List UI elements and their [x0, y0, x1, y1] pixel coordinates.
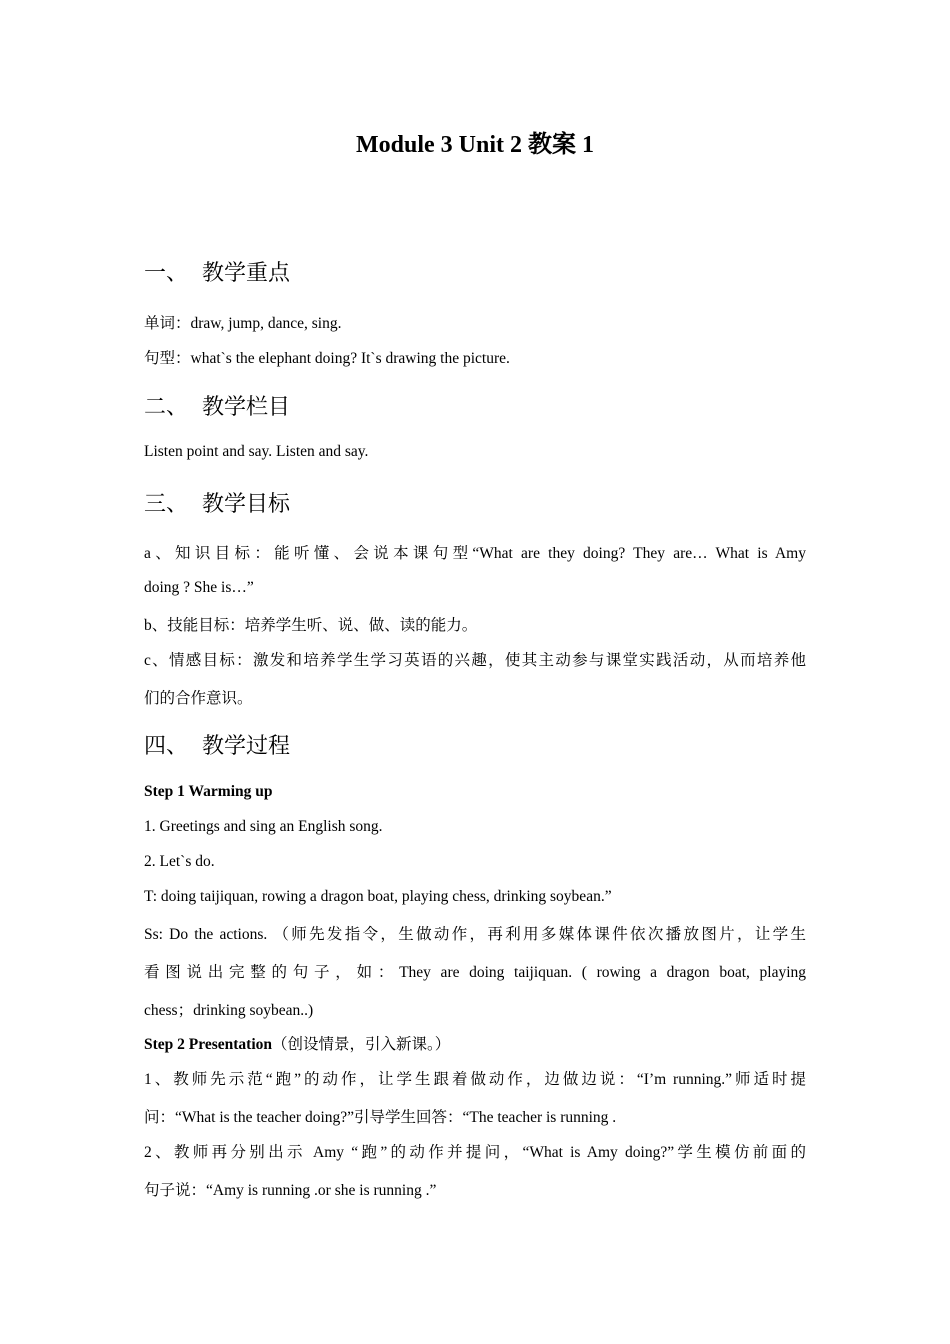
goal-b: b、技能目标：培养学生听、说、做、读的能力。 — [144, 617, 478, 634]
step1-teacher-line: T: doing taijiquan, rowing a dragon boat, playing chess, drinking soybean.” — [144, 888, 612, 905]
section-title: 教学栏目 — [202, 394, 291, 419]
step2-p1-line2: 问：“What is the teacher doing?”引导学生回答：“The teacher is running . — [144, 1109, 617, 1126]
step2-heading — [144, 1032, 450, 1054]
section-title: 教学过程 — [202, 733, 291, 758]
section-heading-columns — [144, 390, 290, 421]
step1-item2: 2. Let`s do. — [144, 853, 215, 870]
step1-title: Step 1 Warming up — [144, 783, 273, 800]
section-heading-process — [144, 729, 290, 760]
document-title: Module 3 Unit 2 教案 1 — [355, 132, 594, 158]
section-number: 二、 — [144, 394, 189, 419]
step2-title: Step 2 Presentation — [144, 1036, 273, 1053]
section-title: 教学目标 — [202, 491, 291, 516]
goal-a-line1: a、知识目标：能听懂、会说本课句型“What are they doing? They are… What is Amy — [144, 545, 806, 562]
columns-text: Listen point and say. Listen and say. — [144, 443, 369, 460]
section-title: 教学重点 — [202, 260, 291, 285]
section-heading-goals — [144, 487, 290, 518]
focus-words: 单词：draw, jump, dance, sing. — [144, 315, 342, 332]
goal-c-line1: c、情感目标：激发和培养学生学习英语的兴趣，使其主动参与课堂实践活动，从而培养他 — [144, 652, 806, 669]
section-number: 一、 — [144, 260, 189, 285]
section-heading-focus — [144, 256, 290, 287]
focus-sentences: 句型：what`s the elephant doing? It`s drawing the picture. — [144, 350, 510, 367]
goal-c-line2: 们的合作意识。 — [144, 690, 253, 707]
step1-students-line3: chess；drinking soybean..) — [144, 1002, 314, 1019]
step2-p2-line1: 2、教师再分别出示 Amy “跑”的动作并提问，“What is Amy doing?”学生模仿前面的 — [144, 1144, 806, 1161]
step1-students-line2: 看图说出完整的句子，如：They are doing taijiquan. ( rowing a dragon boat, playing — [144, 964, 806, 981]
section-number: 四、 — [144, 733, 189, 758]
goal-a-line2: doing ? She is…” — [144, 579, 254, 596]
section-number: 三、 — [144, 491, 189, 516]
step2-note: （创设情景，引入新课。） — [272, 1036, 451, 1053]
step2-p2-line2: 句子说：“Amy is running .or she is running .” — [144, 1182, 437, 1199]
step1-students-line1: Ss: Do the actions. （师先发指令，生做动作，再利用多媒体课件依次播放图片，让学生 — [144, 926, 806, 943]
step2-p1-line1: 1、教师先示范“跑”的动作，让学生跟着做动作，边做边说：“I’m running.”师适时提 — [144, 1071, 806, 1088]
step1-item1: 1. Greetings and sing an English song. — [144, 818, 383, 835]
